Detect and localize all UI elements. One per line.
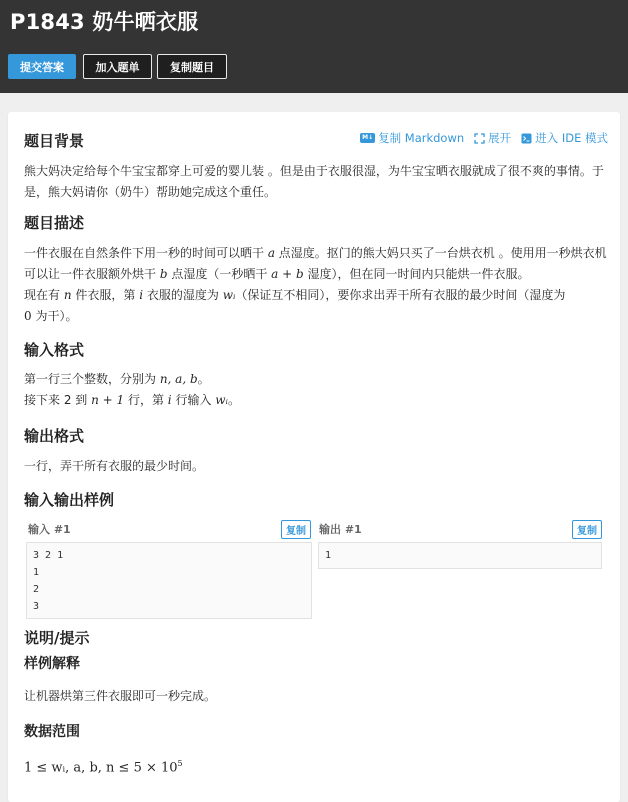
expand-label: 展开 [488, 131, 512, 145]
input-format-heading: 输入格式 [24, 341, 85, 359]
ide-mode-button[interactable] [521, 130, 608, 146]
sample-output-box[interactable] [318, 542, 602, 569]
markdown-icon: M↓ [362, 134, 374, 141]
expand-button[interactable] [474, 130, 511, 146]
problem-card [8, 112, 620, 802]
problem-toolbar [350, 130, 608, 146]
range-heading: 数据范围 [24, 724, 80, 740]
description-heading: 题目描述 [24, 214, 85, 232]
range-formula: 1 ≤ wᵢ, a, b, $n \le 5 \times 10^5$ [24, 759, 183, 776]
problem-header [0, 0, 628, 93]
sample-input-box[interactable] [26, 542, 312, 619]
copy-markdown-button[interactable] [360, 130, 464, 146]
code-line: 2 [33, 584, 40, 595]
background-heading: 题目背景 [24, 132, 85, 150]
expand-icon [474, 133, 485, 144]
code-line: 3 [33, 601, 40, 612]
hint-heading: 说明/提示 [24, 629, 90, 647]
sample-output-label: 输出 #1 [319, 523, 362, 536]
background-text: 熊大妈决定给每个牛宝宝都穿上可爱的婴儿装 。但是由于衣服很湿，为牛宝宝晒衣服就成了很不爽的事情。于是，熊大妈请你（奶牛）帮助她完成这个重任。 [24, 164, 604, 199]
submit-answer-button[interactable]: 提交答案 [8, 54, 76, 79]
terminal-icon [521, 133, 532, 144]
description-text: 一件衣服在自然条件下用一秒的时间可以晒干 a 点湿度。抠门的熊大妈只买了一台烘衣机 。使用用一秒烘衣机可以让一件衣服额外烘干 b 点湿度（一秒晒干 a + b 湿度），但在同一时间内只能烘一件衣服。 现在有 n 件衣服，第 i 衣服的湿度为 wᵢ（保证互不相同），要你求出弄干所有衣服的最少时间（湿度为 0 为干）。 [24, 246, 607, 323]
output-format-text: 一行，弄干所有衣服的最少时间。 [24, 459, 205, 473]
copy-markdown-label: 复制 Markdown [378, 131, 465, 145]
copy-input-button[interactable]: 复制 [281, 520, 311, 539]
samples-heading: 输入输出样例 [24, 491, 115, 509]
sample-explain-text: 让机器烘第三件衣服即可一秒完成。 [24, 689, 217, 703]
copy-output-button[interactable]: 复制 [572, 520, 602, 539]
ide-mode-label: 进入 IDE 模式 [535, 131, 608, 145]
sample-input-label: 输入 #1 [28, 523, 71, 536]
code-line: 1 [33, 567, 40, 578]
output-format-heading: 输出格式 [24, 427, 85, 445]
code-line: 1 [325, 550, 332, 561]
sample-explain-heading: 样例解释 [24, 656, 80, 672]
code-line: 3 2 1 [33, 550, 64, 561]
input-format-text: 第一行三个整数，分别为 n, a, b。 接下来 2 到 n + 1 行，第 i 行输入 wᵢ。 [24, 372, 240, 407]
add-to-list-button[interactable]: 加入题单 [83, 54, 152, 79]
problem-title: P1843 奶牛晒衣服 [10, 10, 199, 34]
copy-problem-button[interactable]: 复制题目 [157, 54, 227, 79]
